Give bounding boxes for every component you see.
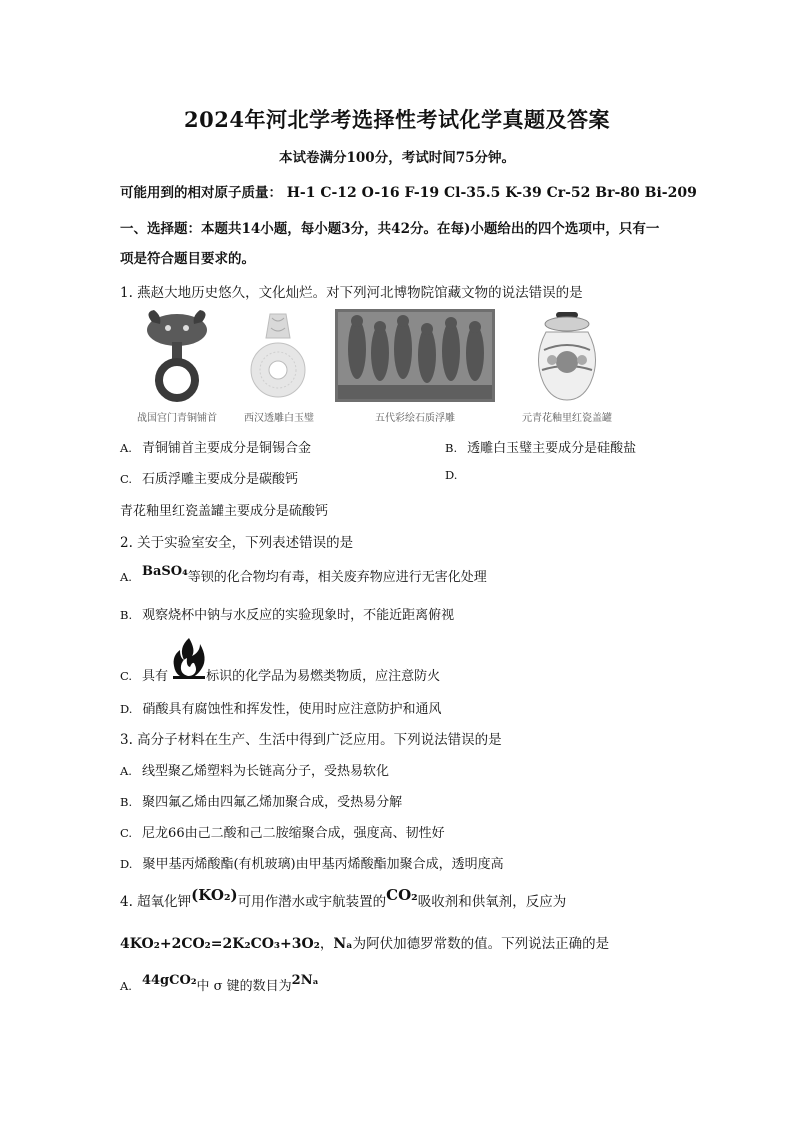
q3-stem: 3. 高分子材料在生产、生活中得到广泛应用。下列说法错误的是 xyxy=(120,732,502,748)
q2-option-c[interactable] xyxy=(120,665,440,684)
option-text-pre: 具有 xyxy=(142,669,169,684)
option-text: 聚四氟乙烯由四氟乙烯加聚合成，受热易分解 xyxy=(142,795,403,810)
option-text: 透雕白玉璧主要成分是硅酸盐 xyxy=(467,441,637,456)
q1-option-c[interactable] xyxy=(120,468,298,487)
option-text: 硝酸具有腐蚀性和挥发性，使用时应注意防护和通风 xyxy=(142,702,442,717)
option-text: 聚甲基丙烯酸酯(有机玻璃)由甲基丙烯酸酯加聚合成，透明度高 xyxy=(142,857,504,872)
stone-relief-image xyxy=(335,309,495,402)
co2-mass-formula: 44gCO₂ xyxy=(141,973,197,988)
q3-option-a[interactable] xyxy=(120,760,389,779)
q1-option-d-text: 青花釉里红瓷盖罐主要成分是硫酸钙 xyxy=(120,504,329,519)
q2-option-b[interactable] xyxy=(120,604,454,623)
q1-option-a[interactable] xyxy=(120,437,311,456)
q1-option-b[interactable] xyxy=(445,437,636,456)
q1-stem: 1. 燕赵大地历史悠久，文化灿烂。对下列河北博物院馆藏文物的说法错误的是 xyxy=(120,285,583,301)
porcelain-jar-image xyxy=(532,310,602,404)
option-text: 等钡的化合物均有毒，相关废弃物应进行无害化处理 xyxy=(187,570,487,585)
avogadro-symbol: Nₐ xyxy=(333,936,353,952)
option-text: 尼龙66由己二酸和己二胺缩聚合成，强度高、韧性好 xyxy=(142,826,445,841)
option-label: D. xyxy=(445,468,458,482)
bronze-door-knocker-image xyxy=(142,308,212,404)
sigma-bond-count: 2Nₐ xyxy=(291,973,319,988)
option-text: 线型聚乙烯塑料为长链高分子，受热易软化 xyxy=(141,764,389,779)
option-text: 标识的化学品为易燃类物质，应注意防火 xyxy=(206,669,441,684)
q2-stem: 2. 关于实验室安全，下列表述错误的是 xyxy=(120,535,354,551)
option-text: 中 σ 键的数目为 xyxy=(196,979,292,994)
option-text: 石质浮雕主要成分是碳酸钙 xyxy=(142,472,299,487)
atomic-masses-values: H-1 C-12 O-16 F-19 Cl-35.5 K-39 Cr-52 Br-80 Bi-209 xyxy=(286,185,697,201)
q4-equation-line: 4KO₂+2CO₂=2K₂CO₃+3O₂，Nₐ为阿伏加德罗常数的值。下列说法正确的是 xyxy=(120,936,610,952)
q4-stem-mid: 可用作潜水或宇航装置的 xyxy=(237,894,387,910)
q4-stem-post: 吸收剂和供氧剂，反应为 xyxy=(417,894,567,910)
section-heading-line1: 一、选择题：本题共14小题，每小题3分，共42分。在每)小题给出的四个选项中，只有一 xyxy=(120,221,660,237)
option-text: 青铜铺首主要成分是铜锡合金 xyxy=(141,441,311,456)
caption-white-jade-bi: 西汉透雕白玉璧 xyxy=(244,413,314,424)
atomic-masses-label: 可能用到的相对原子质量： xyxy=(120,185,282,201)
ko2-formula: (KO₂) xyxy=(191,886,238,904)
q4-line2-post: 为阿伏加德罗常数的值。下列说法正确的是 xyxy=(352,936,610,952)
baso4-formula: BaSO₄ xyxy=(141,564,188,579)
exam-info: 本试卷满分100分，考试时间75分钟。 xyxy=(279,150,515,166)
option-label: C. xyxy=(120,826,133,840)
q4-stem xyxy=(120,886,567,910)
option-label: C. xyxy=(120,472,133,486)
option-label: A. xyxy=(120,441,132,455)
option-label: B. xyxy=(445,441,458,455)
option-label: A. xyxy=(120,570,132,584)
q3-option-b[interactable] xyxy=(120,791,402,810)
option-label: A. xyxy=(120,764,132,778)
white-jade-bi-image xyxy=(250,310,306,404)
atomic-masses xyxy=(120,181,697,201)
page-title: 2024年河北学考选择性考试化学真题及答案 xyxy=(184,107,610,132)
q4-option-a[interactable] xyxy=(120,975,319,994)
option-label: D. xyxy=(120,702,133,716)
q1-option-d-label[interactable] xyxy=(445,468,467,483)
option-label: C. xyxy=(120,669,133,683)
section-heading-line2: 项是符合题目要求的。 xyxy=(120,251,255,267)
flammable-hazard-icon xyxy=(170,636,208,680)
option-text: 观察烧杯中钠与水反应的实验现象时，不能近距离俯视 xyxy=(142,608,455,623)
caption-porcelain-jar: 元青花釉里红瓷盖罐 xyxy=(522,413,612,424)
q2-option-d[interactable] xyxy=(120,698,441,717)
caption-stone-relief: 五代彩绘石质浮雕 xyxy=(375,413,455,424)
q3-option-d[interactable] xyxy=(120,853,504,872)
option-label: A. xyxy=(120,979,132,993)
reaction-equation: 4KO₂+2CO₂=2K₂CO₃+3O₂ xyxy=(120,936,320,952)
option-label: B. xyxy=(120,608,133,622)
q4-stem-pre: 4. 超氧化钾 xyxy=(120,894,192,910)
option-label: D. xyxy=(120,857,133,871)
co2-formula: CO₂ xyxy=(386,886,418,904)
caption-bronze-door-knocker: 战国宫门青铜铺首 xyxy=(137,413,217,424)
q3-option-c[interactable] xyxy=(120,822,445,841)
option-label: B. xyxy=(120,795,133,809)
q2-option-a[interactable] xyxy=(120,566,487,585)
